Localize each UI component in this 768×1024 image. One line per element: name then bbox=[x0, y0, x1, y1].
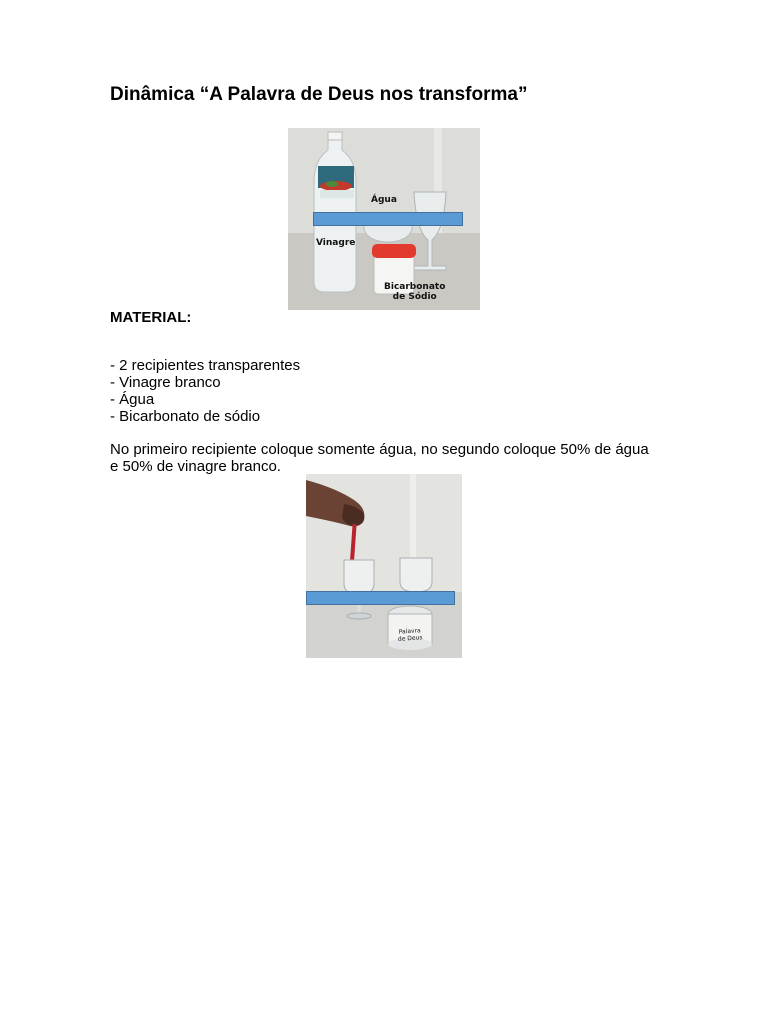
material-item: - Água bbox=[110, 391, 155, 408]
material-item: - Bicarbonato de sódio bbox=[110, 408, 261, 425]
redaction-bar bbox=[313, 212, 463, 226]
material-item: - 2 recipientes transparentes bbox=[110, 357, 301, 374]
material-list bbox=[110, 357, 300, 425]
instructions-paragraph: No primeiro recipiente coloque somente água, no segundo coloque 50% de água e 50% de vinagre branco. bbox=[110, 441, 649, 475]
demonstration-photo bbox=[306, 474, 462, 658]
demonstration-photo-illustration bbox=[306, 474, 462, 658]
bicarbonato-label-line2: de Sódio bbox=[392, 292, 437, 302]
bicarbonato-label-line1: Bicarbonato bbox=[384, 282, 446, 292]
material-item: - Vinagre branco bbox=[110, 374, 221, 391]
bicarbonato-label bbox=[384, 282, 445, 302]
redaction-bar bbox=[306, 591, 455, 605]
jar-label-line2: de Deus bbox=[397, 634, 423, 643]
jar-label bbox=[394, 627, 427, 643]
page-title: Dinâmica “A Palavra de Deus nos transforma” bbox=[110, 84, 528, 105]
agua-label: Água bbox=[371, 195, 397, 205]
jar-label-line1: Palavra bbox=[398, 627, 422, 636]
materials-photo bbox=[288, 128, 480, 310]
material-heading: MATERIAL: bbox=[110, 309, 192, 326]
vinagre-label: Vinagre bbox=[316, 238, 356, 248]
